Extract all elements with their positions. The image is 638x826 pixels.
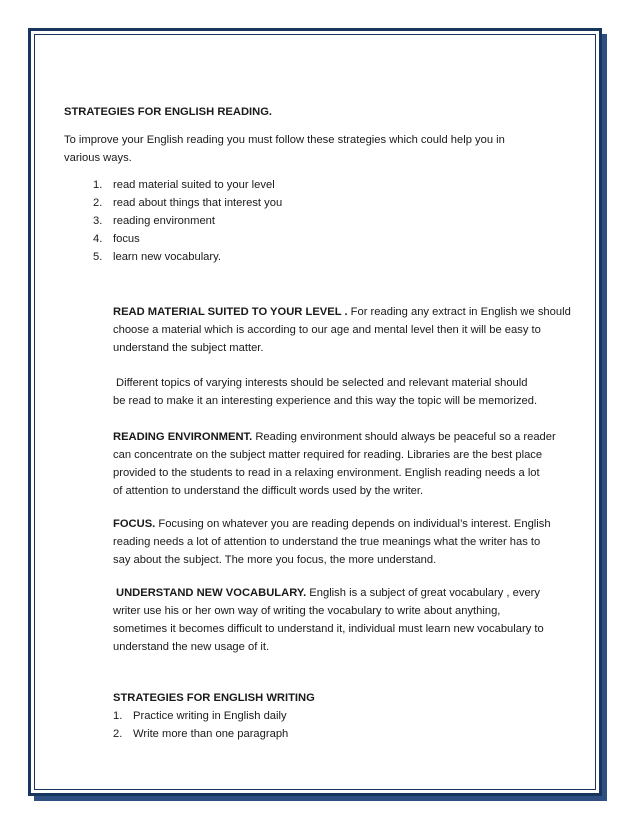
section-environment-line-2: can concentrate on the subject matter required for reading. Libraries are the best place [113, 449, 543, 461]
writing-heading: STRATEGIES FOR ENGLISH WRITING [113, 692, 315, 704]
reading-list-num: 4. [93, 233, 103, 245]
reading-list-num: 1. [93, 179, 103, 191]
reading-list-item: read about things that interest you [113, 197, 283, 209]
section-vocabulary-line-3: sometimes it becomes difficult to understand it, individual must learn new vocabulary to [113, 623, 544, 635]
section-read-material-line-2: choose a material which is according to our age and mental level then it will be easy to [113, 324, 541, 336]
section-read-material-title: READ MATERIAL SUITED TO YOUR LEVEL . [113, 306, 348, 318]
section-focus-line-2: reading needs a lot of attention to understand the true meanings what the writer has to [113, 536, 541, 548]
writing-list-item: Write more than one paragraph [133, 728, 289, 740]
section-environment-line-4: of attention to understand the difficult words used by the writer. [113, 485, 424, 497]
intro-line-1: To improve your English reading you must follow these strategies which could help you in [64, 134, 505, 146]
intro-line-2: various ways. [64, 152, 132, 164]
section-vocabulary-title: UNDERSTAND NEW VOCABULARY. [116, 587, 307, 599]
section-focus-title: FOCUS. [113, 518, 156, 530]
reading-heading: STRATEGIES FOR ENGLISH READING. [64, 106, 273, 118]
section-vocabulary-line-1: UNDERSTAND NEW VOCABULARY. English is a subject of great vocabulary , every [116, 587, 540, 599]
section-topics-line-1: Different topics of varying interests should be selected and relevant material should [116, 377, 528, 389]
section-vocabulary-line-4: understand the new usage of it. [113, 641, 270, 653]
writing-list-num: 2. [113, 728, 123, 740]
section-environment-line-1: READING ENVIRONMENT. Reading environment should always be peaceful so a reader [113, 431, 556, 443]
writing-list-num: 1. [113, 710, 123, 722]
reading-list-item: read material suited to your level [113, 179, 275, 191]
section-focus-line-3: say about the subject. The more you focus, the more understand. [113, 554, 437, 566]
reading-list-item: focus [113, 233, 140, 245]
reading-list-num: 3. [93, 215, 103, 227]
section-focus-line-1: FOCUS. Focusing on whatever you are reading depends on individual’s interest. English [113, 518, 551, 530]
section-environment-title: READING ENVIRONMENT. [113, 431, 253, 443]
section-vocabulary-line-2: writer use his or her own way of writing the vocabulary to write about anything, [113, 605, 501, 617]
reading-list-num: 5. [93, 251, 103, 263]
writing-list-item: Practice writing in English daily [133, 710, 287, 722]
reading-list-item: reading environment [113, 215, 215, 227]
section-read-material-line-3: understand the subject matter. [113, 342, 264, 354]
section-topics-line-2: be read to make it an interesting experience and this way the topic will be memorized. [113, 395, 538, 407]
reading-list-num: 2. [93, 197, 103, 209]
reading-list-item: learn new vocabulary. [113, 251, 221, 263]
section-read-material-line-1: READ MATERIAL SUITED TO YOUR LEVEL . For reading any extract in English we should [113, 306, 571, 318]
section-environment-line-3: provided to the students to read in a relaxing environment. English reading needs a lot [113, 467, 540, 479]
